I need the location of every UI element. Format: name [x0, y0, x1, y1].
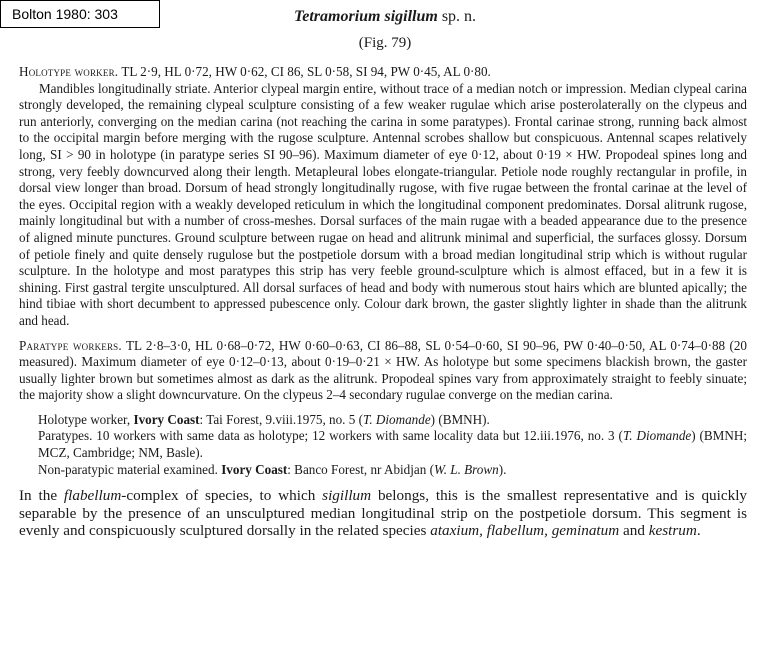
note-flabellum: flabellum — [63, 487, 122, 505]
species-name: Tetramorium sigillum — [293, 8, 438, 25]
material-holotype-lead: Holotype worker, — [38, 411, 131, 427]
figure-reference: (Fig. 79) — [358, 35, 412, 51]
species-title — [0, 8, 760, 26]
material-nonparatypic — [19, 462, 747, 479]
material-nonparatypic-locality: : Banco Forest, nr Abidjan ( — [287, 461, 434, 477]
note-kestrum: kestrum — [648, 522, 697, 540]
material-paratypes-tail: ) (BMNH; MCZ, Cambridge; NM, Basle). — [38, 428, 747, 461]
description-body — [19, 64, 747, 540]
material-holotype-country: Ivory Coast — [133, 411, 200, 427]
holotype-measurement-values: TL 2·9, HL 0·72, HW 0·62, CI 86, SL 0·58, SI 94, PW 0·45, AL 0·80. — [121, 64, 491, 79]
paratype-heading: Paratype workers. — [19, 337, 122, 353]
paratype-paragraph — [19, 338, 747, 404]
material-holotype-collector: T. Diomande — [363, 411, 431, 427]
material-nonparatypic-lead: Non-paratypic material examined. — [38, 461, 218, 477]
note-species-list: ataxium, flabellum, geminatum — [430, 522, 620, 540]
citation-tag: Bolton 1980: 303 — [0, 0, 160, 28]
material-examined — [19, 412, 747, 478]
material-holotype — [19, 412, 747, 429]
material-paratypes — [19, 428, 747, 461]
material-nonparatypic-country: Ivory Coast — [221, 461, 288, 477]
material-holotype-tail: ) (BMNH). — [430, 411, 490, 427]
material-nonparatypic-collector: W. L. Brown — [433, 461, 499, 477]
material-holotype-locality: : Tai Forest, 9.viii.1975, no. 5 ( — [199, 411, 363, 427]
holotype-heading: Holotype worker. — [19, 64, 119, 79]
holotype-description: Mandibles longitudinally striate. Anterior clypeal margin entire, without trace of a median notch or impression. Median clypeal carina strongly developed, the remaining clypeal sculpture consisting of a few weaker rugulae which arise posterolaterally on the clypeus and run anteriorly, converging on the median carina (not reaching the carina in some paratypes). Frontal carinae strong, running back almost to the occipital margin before merging with the rugose sculpture. Antennal scrobes shallow but conspicuous. Antennal scapes relatively long, SI > 90 in holotype (in paratype series SI 90–96). Maximum diameter of eye 0·12, about 0·19 × HW. Propodeal spines long and strong, very feebly downcurved along their length. Metapleural lobes elongate-triangular. Petiole node roughly rectangular in profile, in dorsal view longer than broad. Dorsum of head strongly longitudinally rugose, with five rugae between the frontal carinae at the level of the eyes. Occipital region with a weakly developed reticulum in which the longitudinal component predominates. Dorsal alitrunk rugose, mainly longitudinal but with a number of cross-meshes. Dorsal surfaces of the main rugae with a beaded appearance due to the presence of aligned minute punctures. Ground sculpture between rugae on head and alitrunk minimal and superficial, the surfaces glossy. Dorsum of petiole finely and quite densely rugulose but the postpetiole dorsum with a broad median longitudinal strip which is without rugular sculpture. In the holotype and most paratypes this strip has very feeble ground-sculpture which is almost effaced, but in a few it is shining. First gastral tergite unsculptured. All dorsal surfaces of head and body with numerous stout hairs which are blunted apically; the hind tibiae with short decumbent to appressed pubescence only. Colour dark brown, the gaster slightly lighter in shade than the alitrunk and head. — [19, 80, 747, 328]
paratype-text: TL 2·8–3·0, HL 0·68–0·72, HW 0·60–0·63, CI 86–88, SL 0·54–0·60, SI 90–96, PW 0·40–0·50, AL 0·74–0·88 (20 measured). Maximum diameter of eye 0·12–0·13, about 0·19–0·21 × HW. As holotype but some specimens blackish brown, the gaster usually lighter brown but sometimes almost as dark as the alitrunk. Propodeal spines vary from approximately straight to feebly sinuate; the majority show a slight downcurvature. On the clypeus 2–4 secondary rugulae converge on the median carina. — [19, 337, 747, 403]
material-paratypes-collector: T. Diomande — [622, 428, 692, 444]
note-sigillum: sigillum — [322, 487, 372, 505]
comparative-note: In the flabellum-complex of species, to which sigillum belongs, this is the smallest representative and is quickly separable by the presence of an unsculptured median longitudinal strip on the postpetiole dorsum. This segment is evenly and conspicuously sculptured dorsally in the related species ataxium, flabellum, geminatum and kestrum. — [19, 487, 748, 540]
material-nonparatypic-tail: ). — [498, 461, 507, 477]
species-status: sp. n. — [441, 8, 477, 25]
material-paratypes-lead: Paratypes. 10 workers with same data as holotype; 12 workers with same locality data but 12.iii.1976, no. 3 ( — [38, 428, 623, 444]
holotype-measurements — [19, 64, 747, 81]
